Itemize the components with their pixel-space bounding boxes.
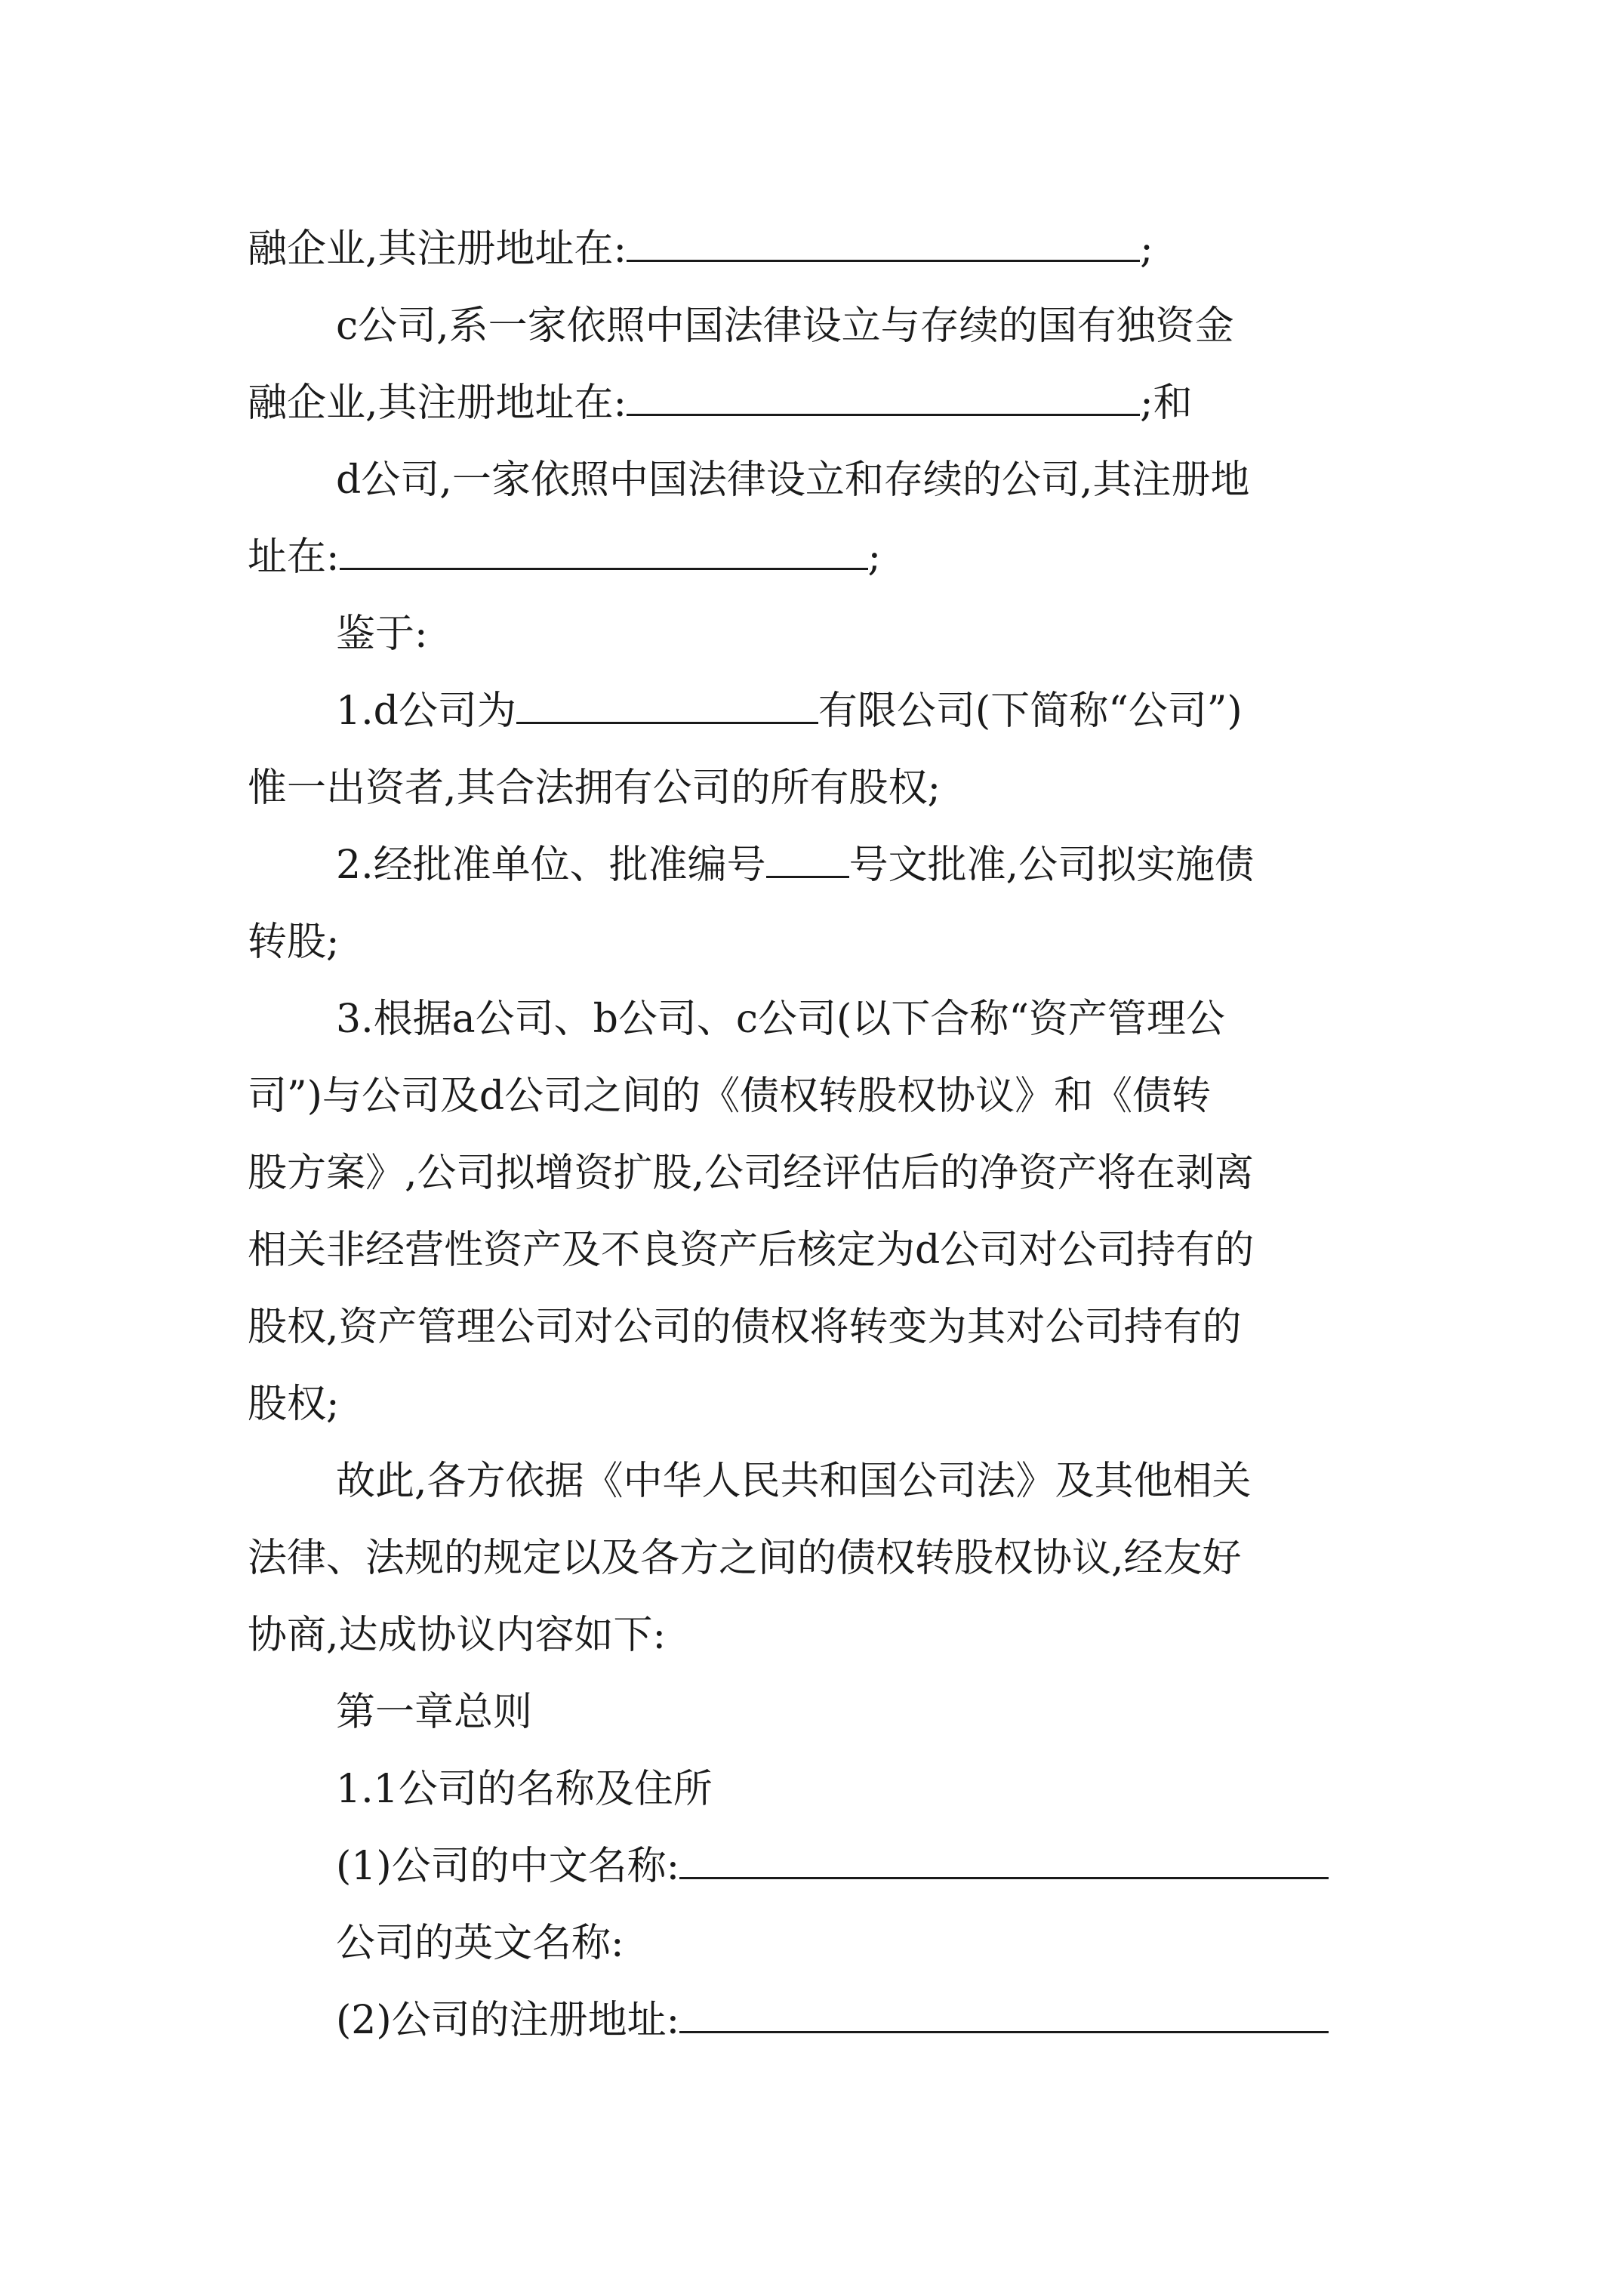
text-line: 转股; xyxy=(248,920,340,965)
blank-underline xyxy=(766,831,849,878)
line-text: ; xyxy=(867,535,882,580)
blank-underline xyxy=(679,1832,1329,1879)
line-text: 2.经批准单位、批准编号 xyxy=(336,843,766,888)
text-line: 公司的英文名称: xyxy=(336,1921,624,1966)
text-line: 股权; xyxy=(248,1382,340,1427)
text-line: 协商,达成协议内容如下: xyxy=(248,1613,667,1658)
text-line xyxy=(248,210,1153,288)
chapter-heading: 第一章总则 xyxy=(336,1690,533,1735)
line-text: ;和 xyxy=(1140,381,1193,426)
blank-underline xyxy=(340,522,868,570)
line-text: ; xyxy=(1140,227,1153,272)
text-line: 相关非经营性资产及不良资产后核定为d公司对公司持有的 xyxy=(248,1228,1255,1273)
text-line xyxy=(336,1981,1329,2060)
line-text: 融企业,其注册地址在: xyxy=(248,227,627,272)
text-line xyxy=(336,672,1243,750)
text-line: 惟一出资者,其合法拥有公司的所有股权; xyxy=(248,766,941,811)
blank-underline xyxy=(516,676,818,724)
line-text: 融企业,其注册地址在: xyxy=(248,381,627,426)
text-line: 法律、法规的规定以及各方之间的债权转股权协议,经友好 xyxy=(248,1536,1242,1581)
text-line: c公司,系一家依照中国法律设立与存续的国有独资金 xyxy=(336,304,1234,349)
line-text: (1)公司的中文名称: xyxy=(336,1844,680,1889)
text-line: 故此,各方依据《中华人民共和国公司法》及其他相关 xyxy=(336,1459,1252,1504)
blank-underline xyxy=(679,1986,1329,2033)
text-line: 3.根据a公司、b公司、c公司(以下合称“资产管理公 xyxy=(336,997,1225,1042)
text-line xyxy=(248,518,881,596)
text-line: d公司,一家依照中国法律设立和存续的公司,其注册地 xyxy=(336,458,1250,503)
line-text: 1.d公司为 xyxy=(336,689,516,734)
text-line: 司”)与公司及d公司之间的《债权转股权协议》和《债转 xyxy=(248,1074,1212,1119)
text-line: 股方案》,公司拟增资扩股,公司经评估后的净资产将在剥离 xyxy=(248,1151,1255,1196)
text-line xyxy=(336,826,1254,905)
section-heading: 1.1公司的名称及住所 xyxy=(336,1767,713,1812)
text-line: 股权,资产管理公司对公司的债权将转变为其对公司持有的 xyxy=(248,1305,1242,1350)
text-line: 鉴于: xyxy=(336,612,428,657)
line-text: (2)公司的注册地址: xyxy=(336,1998,680,2043)
line-text: 有限公司(下简称“公司”) xyxy=(818,689,1243,734)
line-text: 址在: xyxy=(248,535,340,580)
text-line xyxy=(336,1827,1329,1906)
text-line xyxy=(248,364,1193,442)
line-text: 号文批准,公司拟实施债 xyxy=(848,843,1255,888)
blank-underline xyxy=(627,368,1140,416)
blank-underline xyxy=(627,214,1140,262)
